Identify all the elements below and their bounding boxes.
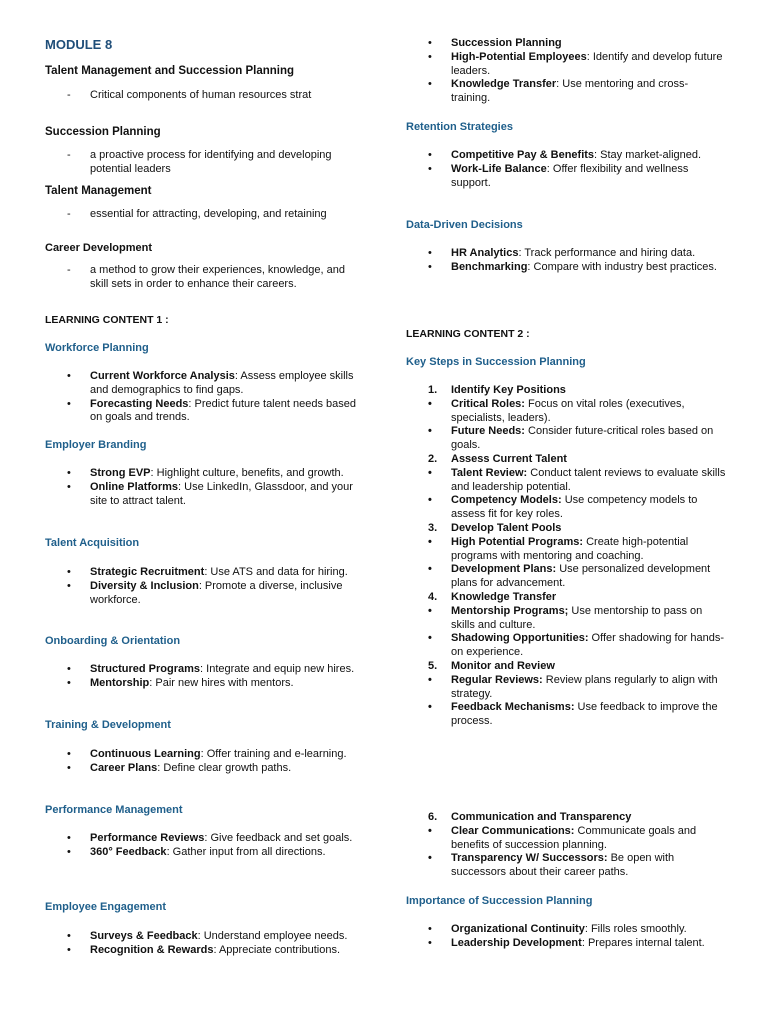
cd-note-list xyxy=(45,264,360,291)
list-item: 5. Monitor and Review xyxy=(428,659,555,672)
list-item: • Competency Models: Use competency models to assess fit for key roles. xyxy=(428,494,698,521)
section-title: Onboarding & Orientation xyxy=(45,635,181,647)
section-title: Data-Driven Decisions xyxy=(406,219,523,231)
list-item: • Critical Roles: Focus on vital roles (executives, specialists, leaders). xyxy=(428,397,685,424)
section-title: Workforce Planning xyxy=(45,342,149,354)
list-item: • High-Potential Employees: Identify and develop future leaders. xyxy=(428,50,723,77)
list-item: • Strategic Recruitment: Use ATS and data for hiring. xyxy=(67,566,348,578)
list-item: 6. Communication and Transparency xyxy=(428,811,632,823)
tm-sp-note-list xyxy=(45,89,360,103)
talent-note: - essential for attracting, developing, and retaining xyxy=(45,208,360,222)
list-item: • Benchmarking: Compare with industry best practices. xyxy=(428,260,717,273)
list-item: • Continuous Learning: Offer training and e-learning. xyxy=(67,748,347,760)
list-item: 1. Identify Key Positions xyxy=(428,384,566,396)
list-item: 3. Develop Talent Pools xyxy=(428,521,562,534)
tm-sp-note: - Critical components of human resources strat xyxy=(45,89,360,103)
talent-management-heading: Talent Management xyxy=(45,185,152,197)
bullet-list xyxy=(45,566,365,607)
key-steps-list xyxy=(406,384,728,729)
list-item: • Leadership Development: Prepares internal talent. xyxy=(428,936,705,949)
key-steps-title: Key Steps in Succession Planning xyxy=(406,356,586,368)
section-title: Employee Engagement xyxy=(45,901,167,913)
learning-content-2: LEARNING CONTENT 2 : xyxy=(406,328,530,340)
list-item: • Strong EVP: Highlight culture, benefits, and growth. xyxy=(67,467,344,479)
list-item: • Competitive Pay & Benefits: Stay market-aligned. xyxy=(428,149,702,161)
list-item: • Future Needs: Consider future-critical roles based on goals. xyxy=(428,425,714,452)
list-item: • High Potential Programs: Create high-potential programs with mentoring and coaching. xyxy=(428,535,689,562)
list-item: • Online Platforms: Use LinkedIn, Glassdoor, and your site to attract talent. xyxy=(67,480,353,507)
sp-note-list xyxy=(45,149,360,176)
list-item: • Shadowing Opportunities: Offer shadowing for hands-on experience. xyxy=(428,632,725,659)
bullet-list xyxy=(45,748,365,776)
bullet-list xyxy=(45,832,365,860)
list-item: • Development Plans: Use personalized development plans for advancement. xyxy=(428,563,711,590)
list-item: 2. Assess Current Talent xyxy=(428,452,567,465)
list-item: • Career Plans: Define clear growth paths. xyxy=(67,761,292,774)
bullet-list xyxy=(406,149,726,190)
list-item: • Feedback Mechanisms: Use feedback to improve the process. xyxy=(428,701,718,728)
importance-title: Importance of Succession Planning xyxy=(406,895,593,907)
section-title: Retention Strategies xyxy=(406,121,513,133)
bullet-list xyxy=(45,467,365,508)
cd-note: - a method to grow their experiences, knowledge, and skill sets in order to enhance their careers. xyxy=(45,264,360,291)
top-bullet-list xyxy=(406,37,726,106)
list-item: • Work-Life Balance: Offer flexibility and wellness support. xyxy=(428,162,689,189)
list-item: • Current Workforce Analysis: Assess employee skills and demographics to find gaps. xyxy=(67,370,354,396)
section-title: Training & Development xyxy=(45,719,171,731)
list-item: 4. Knowledge Transfer xyxy=(428,590,557,603)
tm-sp-heading: Talent Management and Succession Planning xyxy=(45,65,295,77)
list-item: • 360° Feedback: Gather input from all directions. xyxy=(67,845,326,858)
sp-note: - a proactive process for identifying and developing potential leaders xyxy=(45,149,360,176)
list-item: • Structured Programs: Integrate and equip new hires. xyxy=(67,663,355,675)
list-item: • Diversity & Inclusion: Promote a diverse, inclusive workforce. xyxy=(67,579,343,606)
list-item: • Performance Reviews: Give feedback and set goals. xyxy=(67,832,353,844)
list-item: • Succession Planning xyxy=(428,37,562,49)
bullet-list xyxy=(45,930,365,958)
module-title: MODULE 8 xyxy=(45,37,113,52)
list-item: • Mentorship: Pair new hires with mentors. xyxy=(67,676,294,689)
learning-content-1: LEARNING CONTENT 1 : xyxy=(45,314,169,326)
career-development-heading: Career Development xyxy=(45,242,152,254)
section-title: Talent Acquisition xyxy=(45,537,140,549)
list-item: • Talent Review: Conduct talent reviews to evaluate skills and leadership potential. xyxy=(428,466,726,493)
list-item: • Organizational Continuity: Fills roles smoothly. xyxy=(428,923,687,935)
bullet-list xyxy=(406,247,726,275)
list-item: • Recognition & Rewards: Appreciate contributions. xyxy=(67,943,341,956)
list-item: • Clear Communications: Communicate goals and benefits of succession planning. xyxy=(428,824,697,851)
list-item: • Transparency W/ Successors: Be open with successors about their career paths. xyxy=(428,852,675,879)
list-item: • Regular Reviews: Review plans regularly to align with strategy. xyxy=(428,673,718,700)
bullet-list xyxy=(45,663,365,691)
key-steps-list-continued xyxy=(406,811,728,880)
list-item: • Forecasting Needs: Predict future talent needs based on goals and trends. xyxy=(67,397,356,424)
talent-note-list xyxy=(45,208,360,222)
section-title: Performance Management xyxy=(45,804,183,816)
list-item: • Mentorship Programs; Use mentorship to pass on skills and culture. xyxy=(428,604,703,631)
list-item: • Surveys & Feedback: Understand employee needs. xyxy=(67,930,348,942)
section-title: Employer Branding xyxy=(45,439,147,451)
bullet-list xyxy=(406,923,726,951)
bullet-list xyxy=(45,370,365,425)
succession-planning-heading: Succession Planning xyxy=(45,126,161,138)
list-item: • Knowledge Transfer: Use mentoring and cross-training. xyxy=(428,78,689,105)
list-item: • HR Analytics: Track performance and hiring data. xyxy=(428,247,696,259)
